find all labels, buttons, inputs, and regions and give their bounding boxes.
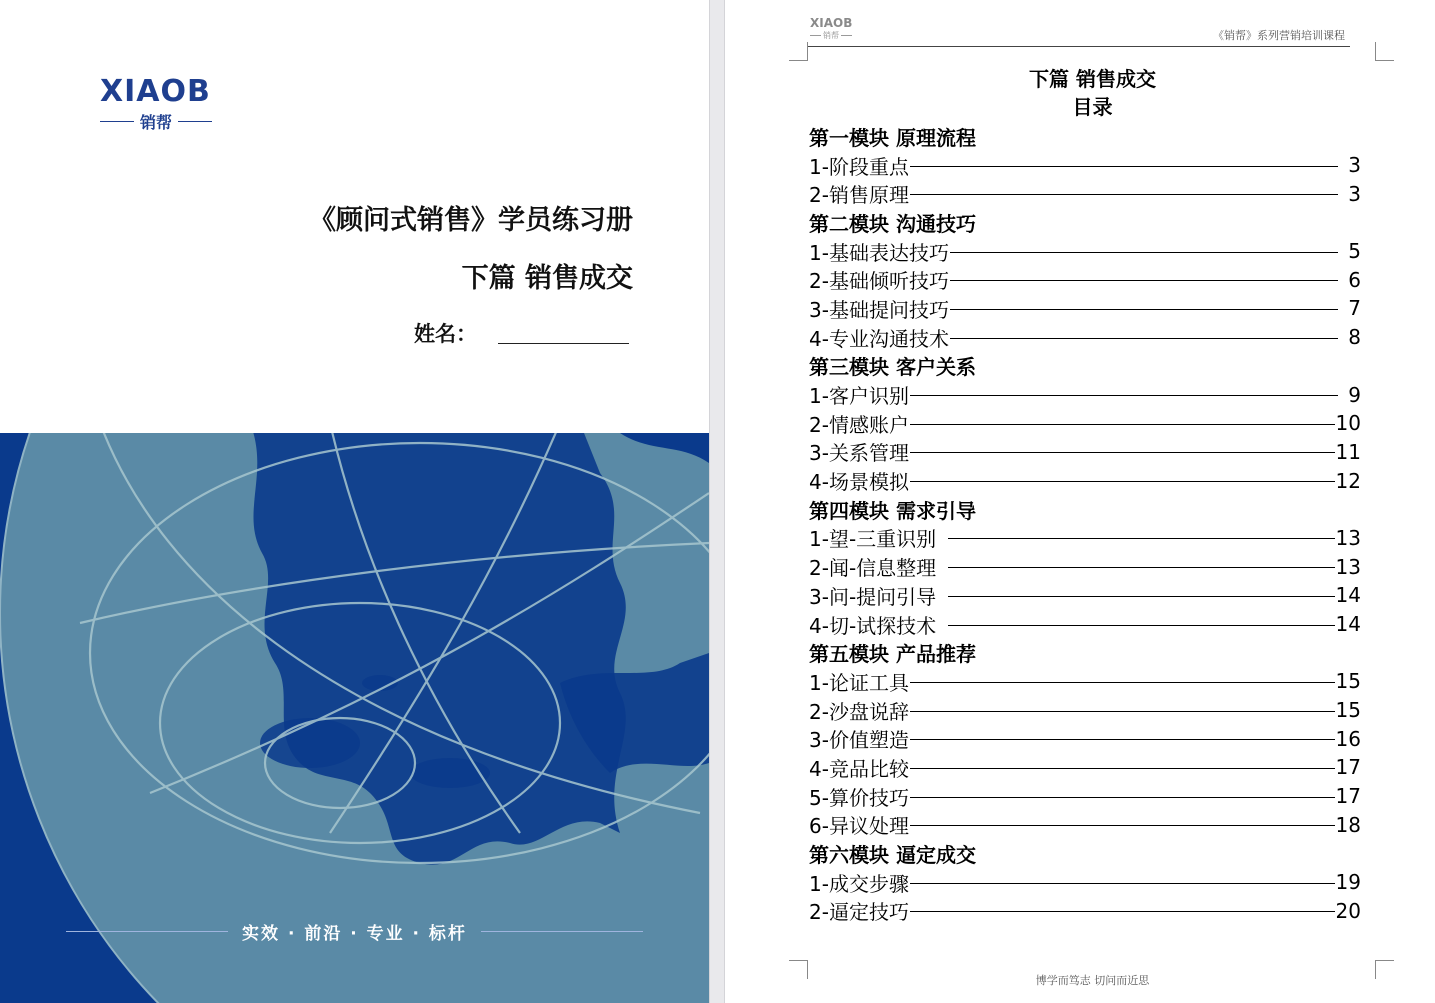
- toc-leader-line: [910, 166, 1338, 167]
- toc-entry[interactable]: [809, 380, 1361, 409]
- toc-entry-title: 2-销售原理: [809, 183, 909, 208]
- toc-entry[interactable]: [809, 811, 1361, 840]
- toc-entry-title: 5-算价技巧: [809, 785, 909, 810]
- toc-entry-title: 2-逼定技巧: [809, 900, 909, 925]
- toc-page-number: 10: [1335, 411, 1361, 436]
- toc-page-number: 14: [1335, 583, 1361, 608]
- toc-entry[interactable]: [809, 294, 1361, 323]
- toc-leader-line: [948, 625, 1334, 626]
- toc-page-number: 20: [1335, 898, 1361, 923]
- toc-entry[interactable]: [809, 466, 1361, 495]
- cover-title: 《顾问式销售》学员练习册: [309, 205, 633, 236]
- toc-entry[interactable]: [809, 753, 1361, 782]
- toc-entry[interactable]: [809, 179, 1361, 208]
- toc-page-number: 17: [1335, 784, 1361, 809]
- name-label: 姓名：: [414, 322, 477, 346]
- toc-entry-title: 1-望-三重识别: [809, 527, 937, 552]
- slogan-text: 实效 · 前沿 · 专业 · 标杆: [242, 924, 467, 944]
- toc-entry-title: 3-问-提问引导: [809, 584, 937, 609]
- toc-entry-title: 4-专业沟通技术: [809, 326, 949, 351]
- toc-entry[interactable]: [809, 868, 1361, 897]
- toc-title: 下篇 销售成交: [1029, 67, 1156, 91]
- toc-entry[interactable]: [809, 897, 1361, 926]
- logo-sub-text: 销帮: [140, 113, 173, 132]
- toc-entry[interactable]: [809, 524, 1361, 553]
- toc-entry-title: 3-基础提问技巧: [809, 297, 949, 322]
- toc-entry-title: 1-阶段重点: [809, 154, 909, 179]
- toc-page-number: 8: [1348, 325, 1361, 350]
- toc-module-heading: [809, 352, 1361, 381]
- cover-subtitle: 下篇 销售成交: [461, 263, 633, 294]
- toc-page-number: 9: [1348, 382, 1361, 407]
- toc-entry-title: 4-场景模拟: [809, 470, 909, 495]
- toc-entry-title: 3-关系管理: [809, 441, 909, 466]
- slogan-rule-right: [481, 931, 643, 932]
- toc-entry[interactable]: [809, 323, 1361, 352]
- toc-page-number: 19: [1335, 870, 1361, 895]
- header-logo-sub: [810, 30, 852, 41]
- toc-leader-line: [910, 911, 1335, 912]
- toc-page-number: 15: [1335, 698, 1361, 723]
- toc-entry[interactable]: [809, 409, 1361, 438]
- toc-entry-title: 3-价值塑造: [809, 728, 909, 753]
- toc-module-title: 第一模块 原理流程: [809, 125, 976, 150]
- crop-mark-top-right: [1375, 42, 1394, 61]
- toc-entry-title: 1-客户识别: [809, 384, 909, 409]
- toc-page-number: 16: [1335, 726, 1361, 751]
- toc-page-number: 6: [1348, 267, 1361, 292]
- toc-page-number: 3: [1348, 153, 1361, 178]
- page-footer: 博学而笃志 切问而近思: [1035, 974, 1150, 987]
- toc-leader-line: [948, 567, 1334, 568]
- toc-page-number: 12: [1335, 468, 1361, 493]
- header-course-name: 《销帮》系列营销培训课程: [1213, 29, 1345, 42]
- toc-leader-line: [910, 883, 1335, 884]
- toc-module-title: 第五模块 产品推荐: [809, 642, 976, 667]
- page-gutter: [709, 0, 725, 1003]
- toc-leader-line: [910, 424, 1335, 425]
- toc-page-number: 11: [1335, 439, 1361, 464]
- header-logo-sub-text: 销帮: [823, 31, 839, 40]
- toc-leader-line: [910, 395, 1338, 396]
- toc-module-title: 第六模块 逼定成交: [809, 843, 976, 868]
- toc-entry[interactable]: [809, 724, 1361, 753]
- toc-subtitle: 目录: [1072, 95, 1113, 119]
- toc-leader-line: [910, 452, 1335, 453]
- toc-leader-line: [910, 797, 1335, 798]
- toc-module-heading: [809, 122, 1361, 151]
- toc-leader-line: [948, 538, 1334, 539]
- toc-module-heading: [809, 638, 1361, 667]
- header-logo: [810, 17, 852, 41]
- toc-page-number: 14: [1335, 612, 1361, 637]
- toc-entry[interactable]: [809, 438, 1361, 467]
- toc-module-title: 第四模块 需求引导: [809, 498, 976, 523]
- toc-entry-title: 6-异议处理: [809, 814, 909, 839]
- toc-entry-title: 2-闻-信息整理: [809, 556, 937, 581]
- globe-illustration: [0, 433, 709, 1003]
- toc-entry[interactable]: [809, 782, 1361, 811]
- toc-leader-line: [910, 768, 1335, 769]
- toc-leader-line: [910, 711, 1335, 712]
- toc-leader-line: [950, 309, 1338, 310]
- cover-slogan: [0, 919, 709, 944]
- toc-page-number: 15: [1335, 669, 1361, 694]
- toc-entry[interactable]: [809, 581, 1361, 610]
- toc-entry[interactable]: [809, 151, 1361, 180]
- toc-leader-line: [910, 739, 1335, 740]
- slogan-rule-left: [66, 931, 228, 932]
- toc-module-heading: [809, 495, 1361, 524]
- toc-module-title: 第三模块 客户关系: [809, 355, 976, 380]
- toc-entry-title: 4-竞品比较: [809, 756, 909, 781]
- cover-page: [0, 0, 709, 1003]
- toc-entry-title: 1-成交步骤: [809, 871, 909, 896]
- logo-sub: [100, 110, 212, 133]
- toc-entry[interactable]: [809, 552, 1361, 581]
- toc-page: [725, 0, 1435, 1003]
- toc-leader-line: [910, 481, 1335, 482]
- toc-entry-title: 2-情感账户: [809, 412, 909, 437]
- toc-leader-line: [950, 338, 1338, 339]
- toc-entry[interactable]: [809, 265, 1361, 294]
- toc-entry[interactable]: [809, 610, 1361, 639]
- toc-page-number: 18: [1335, 812, 1361, 837]
- brand-logo: [100, 76, 212, 133]
- toc-module-heading: [809, 839, 1361, 868]
- toc-entry-title: 4-切-试探技术: [809, 613, 937, 638]
- toc-page-number: 5: [1348, 239, 1361, 264]
- logo-wordmark: XIAOB: [100, 74, 211, 109]
- toc-page-number: 13: [1335, 554, 1361, 579]
- toc-entry-title: 1-基础表达技巧: [809, 240, 949, 265]
- toc-module-title: 第二模块 沟通技巧: [809, 211, 976, 236]
- toc-entry[interactable]: [809, 237, 1361, 266]
- name-underline: [498, 343, 629, 344]
- toc-page-number: 13: [1335, 525, 1361, 550]
- toc-leader-line: [948, 596, 1334, 597]
- toc-entry-title: 1-论证工具: [809, 670, 909, 695]
- toc-leader-line: [910, 825, 1335, 826]
- globe-graphic: [0, 433, 709, 1003]
- header-logo-wordmark: XIAOB: [810, 16, 853, 30]
- toc-entry-title: 2-基础倾听技巧: [809, 269, 949, 294]
- toc-entry[interactable]: [809, 667, 1361, 696]
- toc-entry[interactable]: [809, 696, 1361, 725]
- toc-leader-line: [910, 682, 1335, 683]
- toc-page-number: 3: [1348, 181, 1361, 206]
- toc-list: [809, 122, 1361, 925]
- toc-entry-title: 2-沙盘说辞: [809, 699, 909, 724]
- toc-leader-line: [910, 194, 1338, 195]
- toc-module-heading: [809, 208, 1361, 237]
- toc-page-number: 7: [1348, 296, 1361, 321]
- toc-leader-line: [950, 280, 1338, 281]
- crop-mark-top-left: [789, 42, 808, 61]
- toc-page-number: 17: [1335, 755, 1361, 780]
- toc-leader-line: [950, 252, 1338, 253]
- header-rule: [808, 46, 1350, 47]
